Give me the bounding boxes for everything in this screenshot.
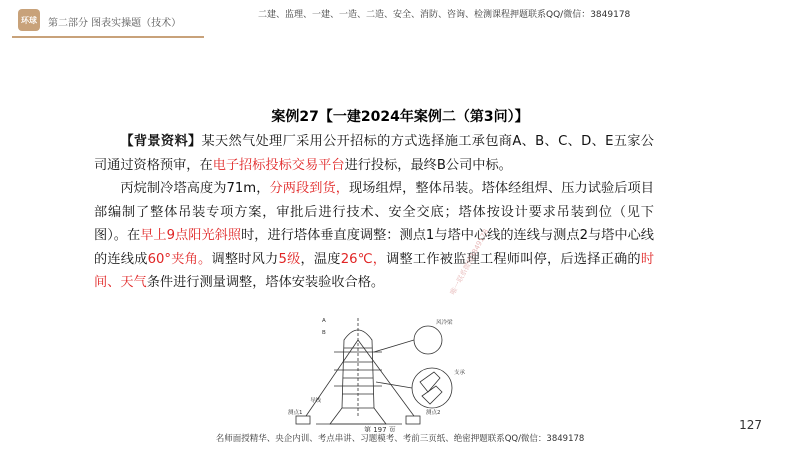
background-paragraph bbox=[94, 130, 654, 177]
figure-page-label: 第 197 页 bbox=[364, 426, 396, 432]
para2-text-g: 条件进行测量调整，塔体安装验收合格。 bbox=[146, 275, 385, 290]
para2-highlight-angle: 60°夹角。 bbox=[147, 251, 212, 267]
para1-text-b: 进行投标，最终B公司中标。 bbox=[344, 157, 512, 173]
label-daoxian: 导线 bbox=[310, 398, 322, 404]
para2-highlight-delivery: 分两段到货， bbox=[269, 181, 350, 196]
case-body bbox=[94, 130, 654, 295]
brand-logo: 环球 bbox=[18, 9, 40, 31]
para2-text-f: 调整工作被监理工程师叫停，后选择正确的 bbox=[386, 251, 641, 267]
para2-highlight-time-weather: 时间、天气 bbox=[94, 251, 655, 290]
label-fenglei: 风冷梁 bbox=[436, 320, 453, 326]
label-a: A bbox=[322, 318, 326, 324]
para2-text-a: 丙烷制冷塔高度为71m， bbox=[120, 181, 270, 196]
watermark: 唯一联系微信3849178 bbox=[448, 227, 491, 297]
para1-highlight-platform: 电子招标投标交易平台 bbox=[212, 157, 345, 173]
label-ce1: 测点1 bbox=[288, 410, 303, 416]
section-title: 第二部分 图表实操题（技术） bbox=[48, 18, 182, 29]
label-b: B bbox=[322, 330, 326, 336]
case-title: 案例27【一建2024年案例二（第3问）】 bbox=[271, 109, 529, 125]
para2-text-e: ，温度 bbox=[300, 251, 341, 267]
label-zhichi: 支承 bbox=[454, 370, 466, 376]
tower-lifting-figure bbox=[286, 312, 492, 432]
header-contact-line: 二建、监理、一建、一造、二造、安全、消防、咨询、检测课程押题联系QQ/微信：3849178 bbox=[258, 10, 631, 20]
tower-paragraph bbox=[94, 177, 654, 295]
tower-diagram bbox=[286, 312, 492, 432]
para2-highlight-temperature: 26℃， bbox=[340, 251, 387, 267]
para2-highlight-sunlight: 早上9点阳光斜照 bbox=[140, 228, 242, 243]
para2-highlight-wind: 5级 bbox=[278, 251, 301, 267]
header-underline bbox=[12, 36, 204, 38]
para2-text-c: 时，进行塔体垂直度调整：测点1与塔中心线的连线与测点2与塔中心线的连线成 bbox=[94, 228, 654, 267]
background-label: 【背景资料】 bbox=[120, 134, 202, 149]
page-header bbox=[0, 0, 800, 40]
label-ce2: 测点2 bbox=[426, 410, 441, 416]
footer-note: 名师面授精华、央企内训、考点串讲、习题模考、考前三页纸、绝密押题联系QQ/微信：3849178 bbox=[215, 434, 585, 444]
para2-text-d: 调整时风力 bbox=[211, 251, 279, 267]
detail-a-circle bbox=[414, 326, 442, 354]
para2-text-b: 现场组焊，整体吊装。塔体经组焊、压力试验后项目部编制了整体吊装专项方案，审批后进行技术、安全交底；塔体按设计要求吊装到位（见下图）。在 bbox=[94, 181, 654, 243]
para1-text-a: 某天然气处理厂采用公开招标的方式选择施工承包商A、B、C、D、E五家公司通过资格预审，在 bbox=[94, 134, 654, 173]
page-number: 127 bbox=[739, 418, 762, 432]
